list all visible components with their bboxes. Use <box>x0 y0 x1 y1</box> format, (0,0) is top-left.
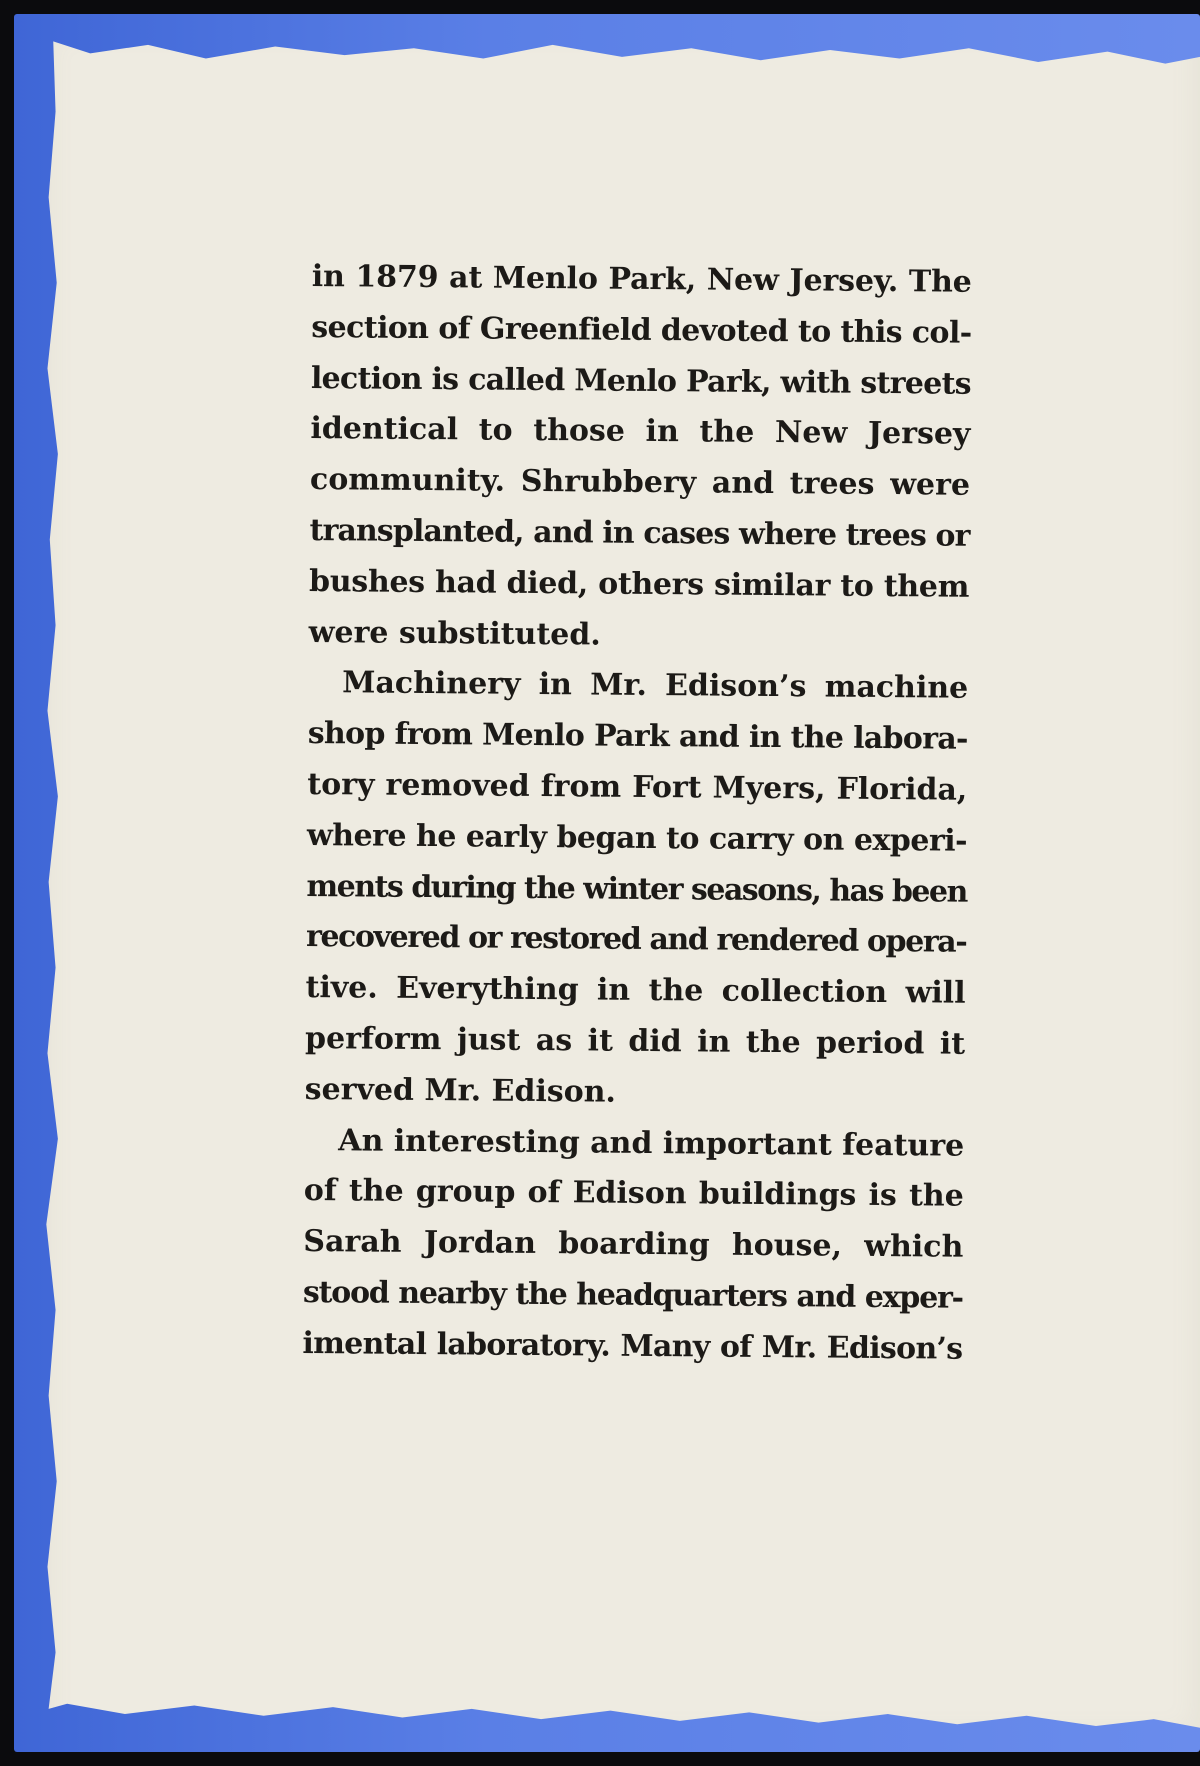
text-line: community. Shrubbery and trees were <box>309 462 971 503</box>
text-line: lection is called Menlo Park, with streets <box>310 360 972 402</box>
text-line: bushes had died, others similar to them <box>308 563 970 605</box>
text-line: recovered or restored and rendered opera- <box>305 919 967 961</box>
paragraph-3 <box>302 1116 964 1376</box>
text-line: tory removed from Fort Myers, Florida, <box>307 766 968 808</box>
text-line: of the group of Edison buildings is the <box>303 1173 964 1215</box>
text-line: Sarah Jordan boarding house, which <box>303 1224 964 1265</box>
text-line: served Mr. Edison. <box>304 1071 617 1110</box>
body-text <box>302 252 972 1375</box>
text-line: in 1879 at Menlo Park, New Jersey. The <box>311 258 972 300</box>
text-line: identical to those in the New Jersey <box>310 411 971 453</box>
text-line: shop from Menlo Park and in the labora- <box>307 716 968 757</box>
text-line: ments during the winter seasons, has been <box>306 868 968 910</box>
text-line: stood nearby the headquarters and exper- <box>302 1274 964 1316</box>
paragraph-2 <box>304 658 968 1121</box>
text-line: tive. Everything in the collection will <box>305 970 966 1011</box>
text-line: section of Greenfield devoted to this col- <box>311 309 972 351</box>
text-line: An interesting and important feature <box>338 1122 965 1164</box>
text-line: perform just as it did in the period it <box>304 1020 966 1062</box>
text-line: Machinery in Mr. Edison’s machine <box>342 665 969 707</box>
paragraph-1 <box>308 252 972 664</box>
text-line: were substituted. <box>308 614 601 653</box>
text-line: imental laboratory. Many of Mr. Edison’s <box>302 1325 963 1367</box>
text-line: where he early began to carry on experi- <box>306 817 968 859</box>
text-line: transplanted, and in cases where trees or <box>309 512 970 554</box>
